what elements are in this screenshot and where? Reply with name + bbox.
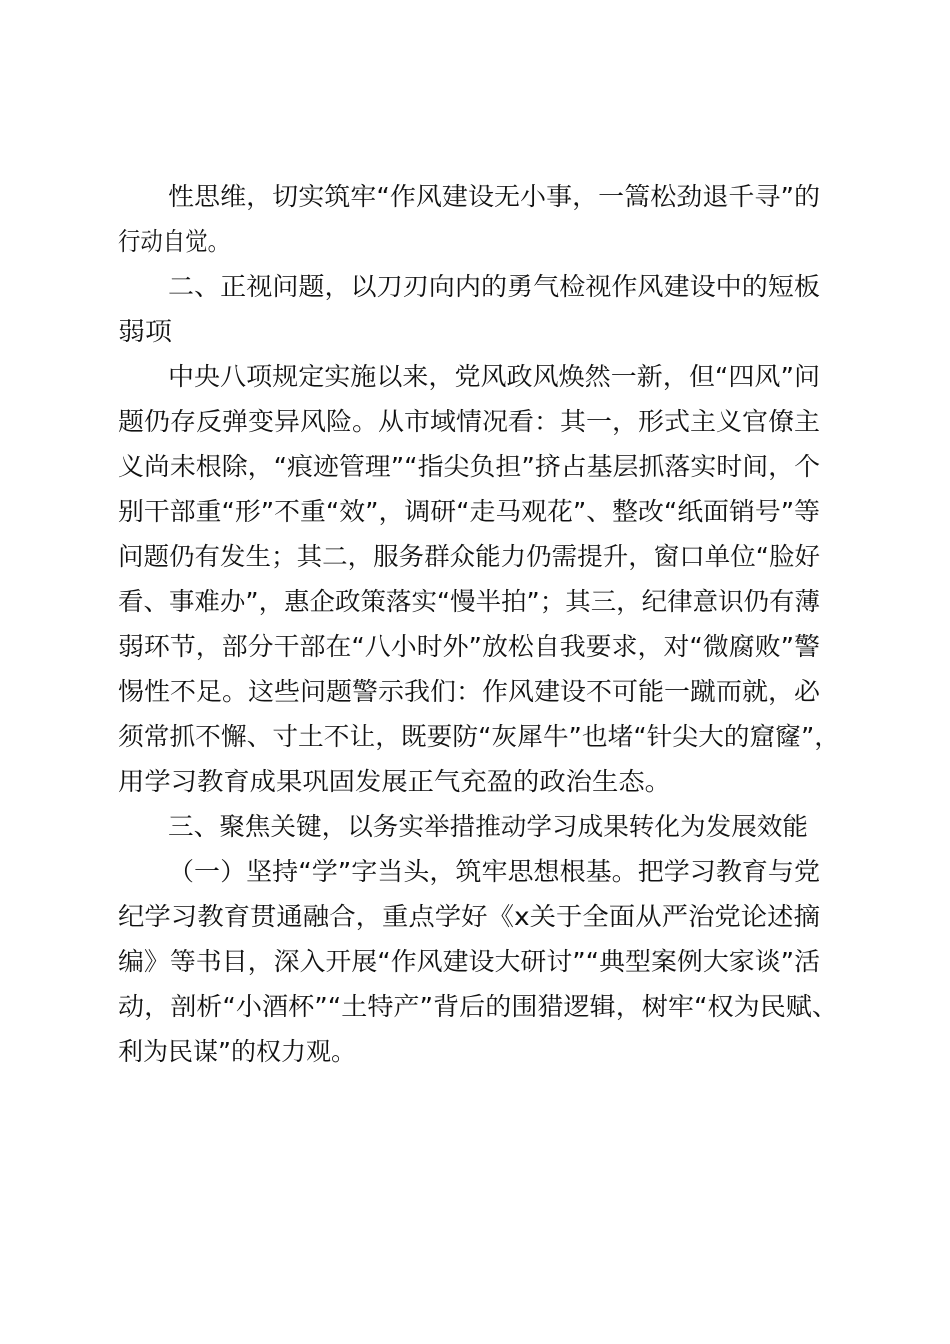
line-text: 编》等书目，深入开展“作风建设大研讨”“典型案例大家谈”活 <box>118 947 820 976</box>
text-line <box>0 759 950 805</box>
text-line <box>0 444 950 490</box>
line-text: 须常抓不懈、寸土不让，既要防“灰犀牛”也堵“针尖大的窟窿”， <box>118 722 840 751</box>
line-text: 惕性不足。这些问题警示我们：作风建设不可能一蹴而就，必 <box>118 677 820 706</box>
text-line <box>0 939 950 985</box>
line-text: （一）坚持“学”字当头，筑牢思想根基。把学习教育与党 <box>168 857 820 886</box>
text-line <box>0 669 950 715</box>
text-line <box>0 1029 950 1075</box>
text-line <box>0 174 950 220</box>
text-line <box>0 984 950 1030</box>
text-line <box>0 399 950 445</box>
text-line <box>0 894 950 940</box>
section-heading-line <box>0 804 950 850</box>
text-line <box>0 534 950 580</box>
line-text: 题仍存反弹变异风险。从市域情况看：其一，形式主义官僚主 <box>118 407 820 436</box>
text-line <box>0 219 950 265</box>
line-text: 义尚未根除，“痕迹管理”“指尖负担”挤占基层抓落实时间，个 <box>118 452 820 481</box>
text-line <box>0 579 950 625</box>
line-text: 问题仍有发生；其二，服务群众能力仍需提升，窗口单位“脸好 <box>118 542 820 571</box>
section-heading-3: 三、聚焦关键，以务实举措推动学习成果转化为发展效能 <box>168 812 808 841</box>
text-line <box>0 849 950 895</box>
line-text: 利为民谋”的权力观。 <box>118 1037 356 1066</box>
text-line <box>0 489 950 535</box>
section-heading-line <box>0 309 950 355</box>
section-heading-2: 二、正视问题，以刀刃向内的勇气检视作风建设中的短板 <box>168 272 820 301</box>
line-text: 中央八项规定实施以来，党风政风焕然一新，但“四风”问 <box>168 362 820 391</box>
section-heading-line <box>0 264 950 310</box>
line-text: 弱环节，部分干部在“八小时外”放松自我要求，对“微腐败”警 <box>118 632 820 661</box>
line-text: 性思维，切实筑牢“作风建设无小事，一篙松劲退千寻”的 <box>168 182 820 211</box>
text-line <box>0 354 950 400</box>
line-text: 用学习教育成果巩固发展正气充盈的政治生态。 <box>118 767 671 796</box>
line-text: 纪学习教育贯通融合，重点学好《x关于全面从严治党论述摘 <box>118 902 820 931</box>
text-line <box>0 714 950 760</box>
section-heading-2-cont: 弱项 <box>118 317 172 346</box>
line-text: 看、事难办”，惠企政策落实“慢半拍”；其三，纪律意识仍有薄 <box>118 587 820 616</box>
line-text: 行动自觉。 <box>118 227 230 256</box>
line-text: 动，剖析“小酒杯”“土特产”背后的围猎逻辑，树牢“权为民赋、 <box>118 992 838 1021</box>
text-line <box>0 624 950 670</box>
line-text: 别干部重“形”不重“效”，调研“走马观花”、整改“纸面销号”等 <box>118 497 820 526</box>
